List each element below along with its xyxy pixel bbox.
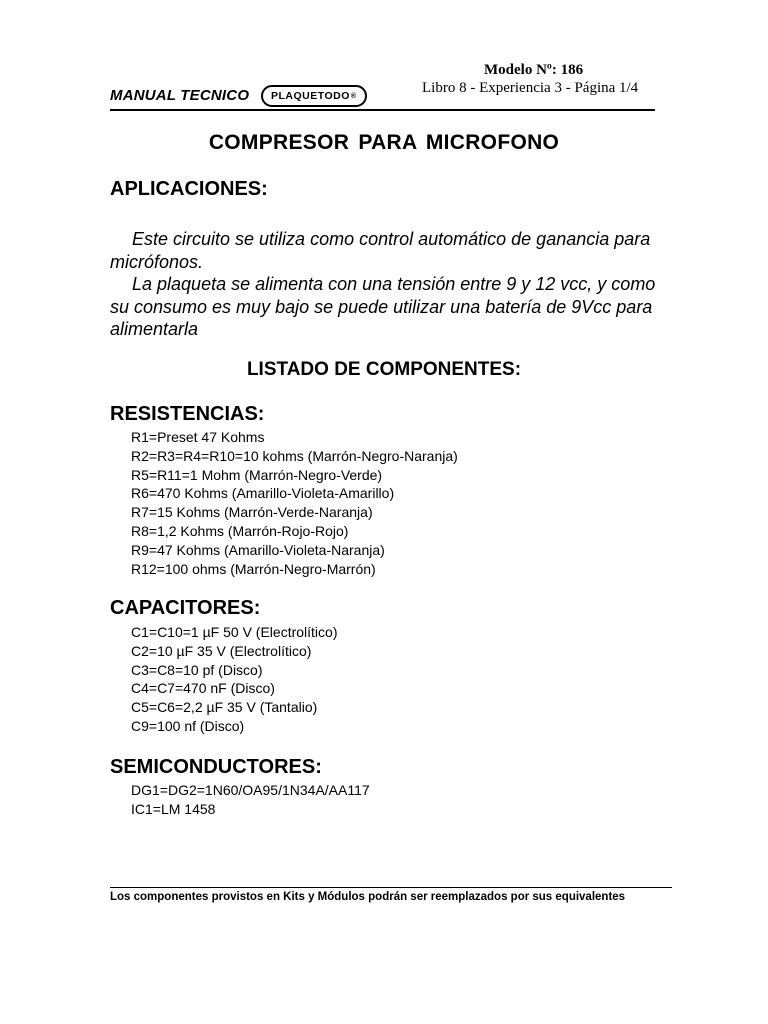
- list-item: R6=470 Kohms (Amarillo-Violeta-Amarillo): [131, 485, 395, 502]
- manual-title: MANUAL TECNICO: [110, 87, 250, 104]
- book-page-reference: Libro 8 - Experiencia 3 - Página 1/4: [422, 80, 639, 96]
- list-item: C2=10 µF 35 V (Electrolítico): [131, 642, 312, 659]
- list-item: R5=R11=1 Mohm (Marrón-Negro-Verde): [131, 466, 383, 483]
- applications-text: [110, 228, 670, 341]
- list-item: R7=15 Kohms (Marrón-Verde-Naranja): [131, 504, 373, 521]
- list-item: C4=C7=470 nF (Disco): [131, 680, 275, 697]
- list-item: R8=1,2 Kohms (Marrón-Rojo-Rojo): [131, 522, 349, 539]
- header-divider: [110, 109, 655, 111]
- semiconductors-heading: SEMICONDUCTORES:: [110, 756, 322, 778]
- footer-divider: [110, 887, 672, 888]
- brand-logo: [261, 85, 367, 107]
- components-heading: LISTADO DE COMPONENTES:: [246, 359, 522, 380]
- page-title: COMPRESOR PARA MICROFONO: [208, 131, 560, 154]
- semiconductors-list: [131, 781, 370, 819]
- list-item: R1=Preset 47 Kohms: [131, 429, 265, 445]
- list-item: C1=C10=1 µF 50 V (Electrolítico): [131, 624, 338, 640]
- list-item: C9=100 nf (Disco): [131, 717, 245, 734]
- resistors-list: [131, 428, 458, 578]
- applications-heading: APLICACIONES:: [110, 178, 268, 200]
- list-item: IC1=LM 1458: [131, 800, 216, 817]
- list-item: R2=R3=R4=R10=10 kohms (Marrón-Negro-Naranja): [131, 447, 458, 464]
- list-item: C5=C6=2,2 µF 35 V (Tantalio): [131, 699, 318, 716]
- model-number: Modelo Nº: 186: [484, 62, 584, 78]
- capacitors-heading: CAPACITORES:: [110, 597, 261, 619]
- applications-paragraph: La plaqueta se alimenta con una tensión entre 9 y 12 vcc, y como su consumo es muy bajo se puede utilizar una batería de 9Vcc para alimentarla: [110, 274, 656, 339]
- registered-mark: ®: [350, 92, 357, 100]
- list-item: C3=C8=10 pf (Disco): [131, 661, 263, 678]
- list-item: R9=47 Kohms (Amarillo-Violeta-Naranja): [131, 541, 385, 558]
- footer-note: Los componentes provistos en Kits y Módulos podrán ser reemplazados por sus equivalentes: [110, 891, 626, 903]
- list-item: DG1=DG2=1N60/OA95/1N34A/AA117: [131, 782, 370, 798]
- brand-logo-text: PLAQUETODO: [271, 90, 350, 102]
- capacitors-list: [131, 623, 338, 736]
- list-item: R12=100 ohms (Marrón-Negro-Marrón): [131, 560, 376, 577]
- applications-paragraph: Este circuito se utiliza como control automático de ganancia para micrófonos.: [110, 229, 651, 272]
- resistors-heading: RESISTENCIAS:: [110, 403, 265, 425]
